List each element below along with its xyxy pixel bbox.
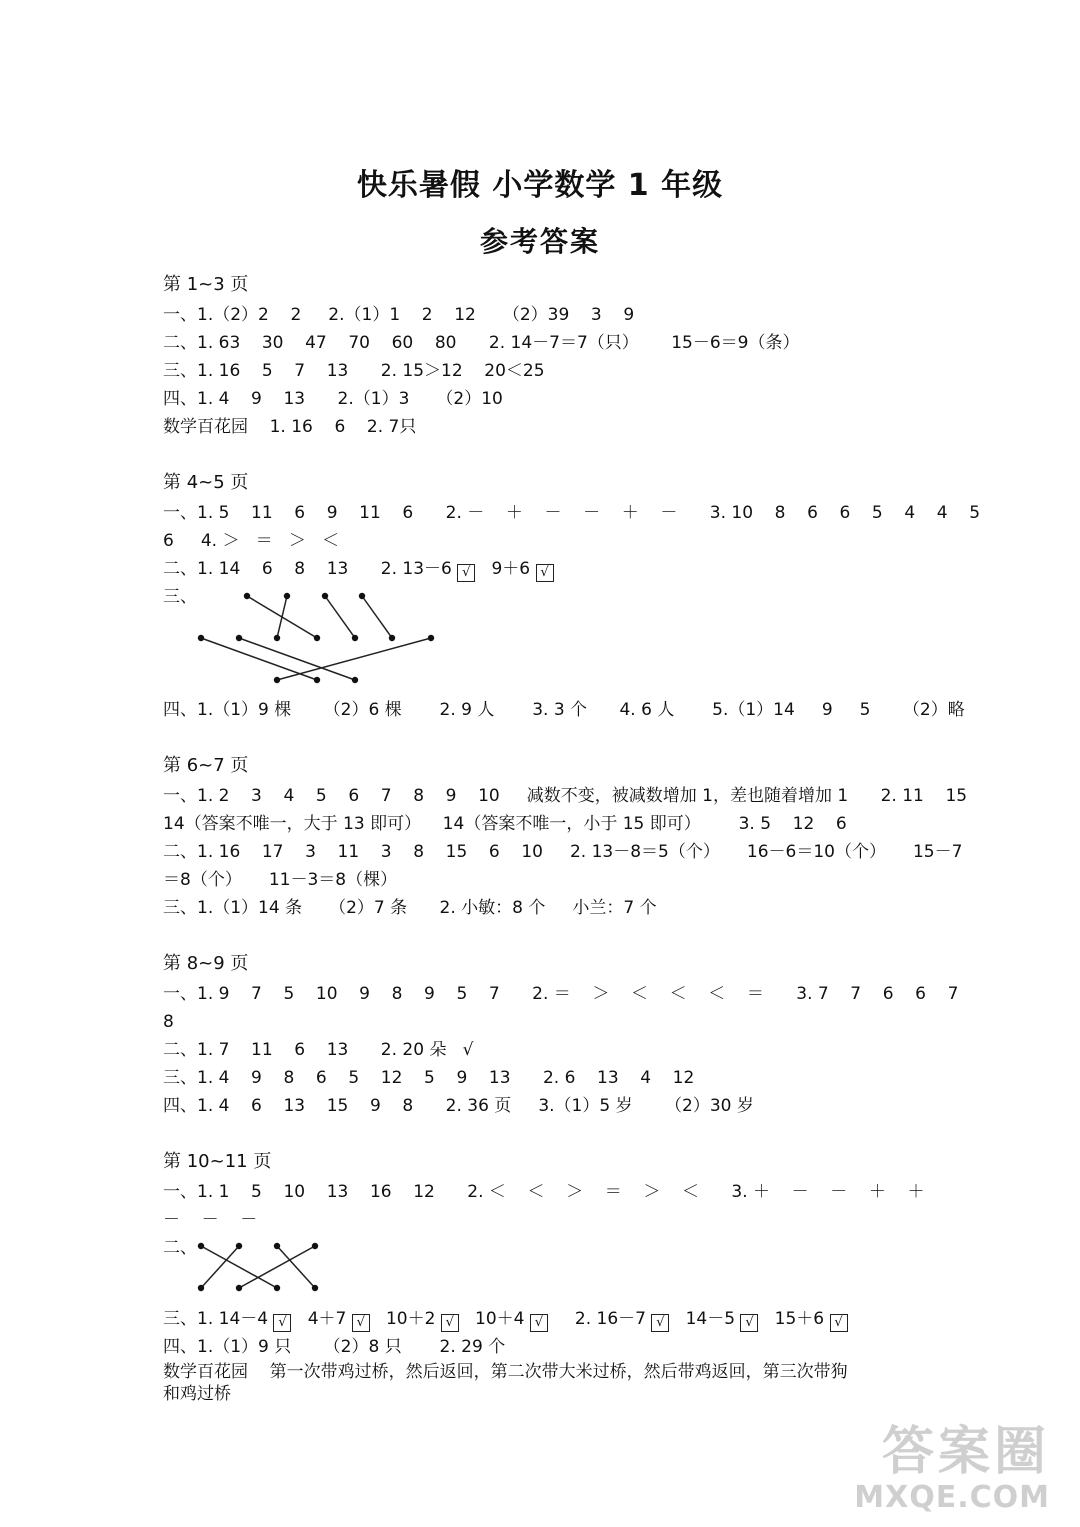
answer-line: 三、1.（1）14 条 （2）7 条 2. 小敏：8 个 小兰：7 个 (163, 898, 657, 918)
dot (274, 1243, 280, 1249)
answer-line: 6 4. ＞ ＝ ＞ ＜ (163, 531, 340, 551)
dot (314, 635, 320, 641)
answer-text: 二、1. 14 6 8 13 2. 13－6 (163, 559, 458, 579)
dot (236, 1285, 242, 1291)
section-heading-4-5: 第 4~5 页 (163, 472, 249, 493)
check-box: √ (536, 564, 554, 582)
section-heading-10-11: 第 10~11 页 (163, 1151, 272, 1172)
dot (236, 635, 242, 641)
section-heading-6-7: 第 6~7 页 (163, 755, 249, 776)
dot (312, 1285, 318, 1291)
dot (428, 635, 434, 641)
answer-line: 二、1. 7 11 6 13 2. 20 朵 √ (163, 1040, 474, 1060)
dot (244, 593, 250, 599)
watermark-text: 答案圈 (881, 1422, 1050, 1482)
answer-line: 二、1. 16 17 3 11 3 8 15 6 10 2. 13－8＝5（个） 16－6＝10（个） 15－7 (163, 842, 963, 862)
page-title: 快乐暑假 小学数学 1 年级 (356, 168, 724, 203)
answer-line: 四、1. 4 9 13 2.（1）3 （2）10 (163, 389, 503, 409)
answer-text: 2. 16－7 (547, 1309, 652, 1329)
answer-text: 15＋6 (758, 1309, 830, 1329)
dot (389, 635, 395, 641)
dot (198, 1243, 204, 1249)
answer-text: 三、1. 14－4 (163, 1309, 274, 1329)
answer-line: 一、1. 2 3 4 5 6 7 8 9 10 减数不变，被减数增加 1，差也随着增加 1 2. 11 15 (163, 786, 968, 806)
match-line (239, 1246, 315, 1288)
answer-text: 10＋4 (458, 1309, 530, 1329)
answer-line: 和鸡过桥 (163, 1384, 231, 1404)
check-box: √ (830, 1314, 848, 1332)
match-line (201, 1246, 239, 1288)
check-box: √ (651, 1314, 669, 1332)
page-subtitle: 参考答案 (479, 225, 600, 258)
answer-line (163, 558, 554, 582)
answer-line: 8 (163, 1012, 174, 1032)
answer-line: 一、1. 9 7 5 10 9 8 9 5 7 2. ＝ ＞ ＜ ＜ ＜ ＝ 3. 7 7 6 6 7 (163, 984, 959, 1004)
answer-line: 数学百花园 第一次带鸡过桥，然后返回，第二次带大米过桥，然后带鸡返回，第三次带狗 (163, 1362, 848, 1382)
answer-line: 四、1.（1）9 只 （2）8 只 2. 29 个 (163, 1337, 506, 1357)
check-box: √ (457, 564, 475, 582)
dot (314, 677, 320, 683)
watermark-url: MXQE.COM (854, 1480, 1050, 1515)
answer-line: 二、 (163, 1238, 197, 1258)
matching-diagram-1 (195, 590, 445, 690)
dot (352, 677, 358, 683)
dot (198, 635, 204, 641)
answer-line: 14（答案不唯一，大于 13 即可） 14（答案不唯一，小于 15 即可） 3. 5 12 6 (163, 814, 847, 834)
answer-line: 一、1.（2）2 2 2.（1）1 2 12 （2）39 3 9 (163, 305, 635, 325)
watermark-logo (854, 1424, 1050, 1515)
check-box: √ (352, 1314, 370, 1332)
match-line (325, 596, 355, 638)
check-box: √ (740, 1314, 758, 1332)
dot (284, 593, 290, 599)
answer-text: 10＋2 (369, 1309, 441, 1329)
matching-diagram-2 (195, 1240, 325, 1296)
answer-line: － － － (163, 1210, 258, 1230)
answer-line (163, 1308, 848, 1332)
check-box: √ (273, 1314, 291, 1332)
match-line (277, 1246, 315, 1288)
answer-text: 9＋6 (475, 559, 536, 579)
answer-line: 四、1.（1）9 棵 （2）6 棵 2. 9 人 3. 3 个 4. 6 人 5.（1）14 9 5 （2）略 (163, 700, 965, 720)
match-line (239, 638, 355, 680)
answer-text: 4＋7 (291, 1309, 352, 1329)
dot (274, 677, 280, 683)
match-line (277, 596, 287, 638)
match-line (277, 638, 431, 680)
dot (274, 635, 280, 641)
answer-line: 三、 (163, 587, 197, 607)
match-line (201, 1246, 277, 1288)
dot (352, 635, 358, 641)
answer-line: 一、1. 1 5 10 13 16 12 2. ＜ ＜ ＞ ＝ ＞ ＜ 3. ＋ － － ＋ ＋ (163, 1182, 925, 1202)
answer-line: 二、1. 63 30 47 70 60 80 2. 14－7＝7（只） 15－6＝9（条） (163, 333, 800, 353)
dot (359, 593, 365, 599)
section-heading-8-9: 第 8~9 页 (163, 953, 249, 974)
answer-line: ＝8（个） 11－3＝8（棵） (163, 870, 398, 890)
dot (312, 1243, 318, 1249)
answer-text: 14－5 (669, 1309, 741, 1329)
check-box: √ (441, 1314, 459, 1332)
answer-line: 四、1. 4 6 13 15 9 8 2. 36 页 3.（1）5 岁 （2）30 岁 (163, 1096, 754, 1116)
match-line (362, 596, 392, 638)
check-box: √ (530, 1314, 548, 1332)
section-heading-1-3: 第 1~3 页 (163, 274, 249, 295)
dot (198, 1285, 204, 1291)
answer-line: 三、1. 16 5 7 13 2. 15＞12 20＜25 (163, 361, 545, 381)
dot (274, 1285, 280, 1291)
answer-line: 数学百花园 1. 16 6 2. 7只 (163, 417, 417, 437)
dot (322, 593, 328, 599)
answer-line: 一、1. 5 11 6 9 11 6 2. － ＋ － － ＋ － 3. 10 8 6 6 5 4 4 5 (163, 503, 981, 523)
answer-line: 三、1. 4 9 8 6 5 12 5 9 13 2. 6 13 4 12 (163, 1068, 695, 1088)
dot (236, 1243, 242, 1249)
